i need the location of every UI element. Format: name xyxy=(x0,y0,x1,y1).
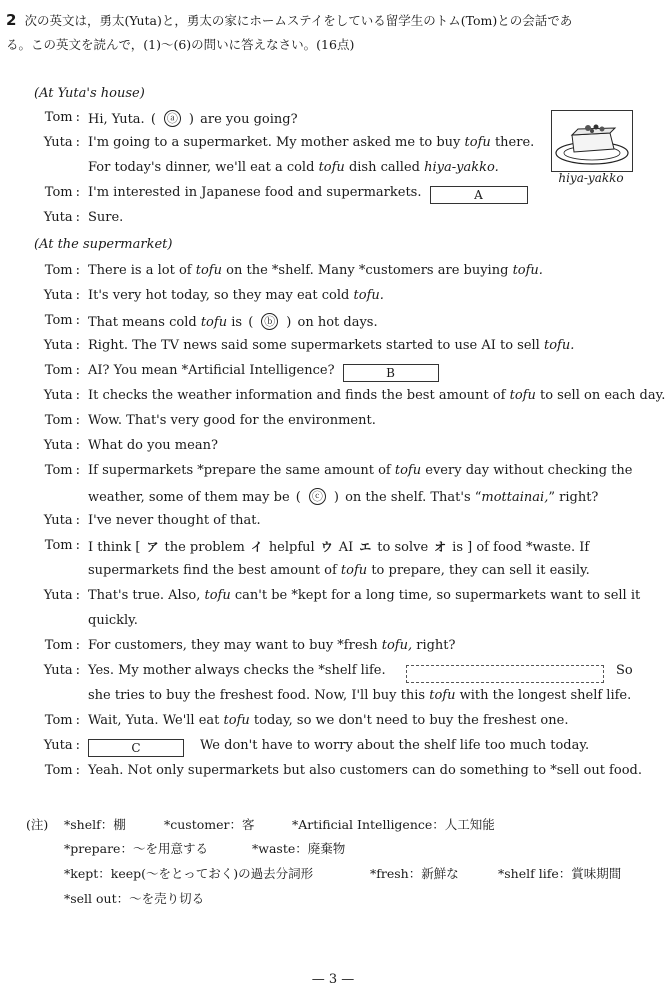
dialogue-line-20: Yuta : C We don't have to worry about the shelf life too much today. xyxy=(36,738,636,763)
note-prepare: *prepare：〜を用意する xyxy=(64,841,208,856)
note-shelf: *shelf：棚 xyxy=(64,817,126,832)
dialogue-line-17: Tom : For customers, they may want to buy *fresh tofu, right? xyxy=(36,638,636,663)
dialogue-line-6: Yuta : It's very hot today, so they may eat cold tofu. xyxy=(36,288,636,313)
note-kept: *kept：keep(〜をとっておく)の過去分詞形 xyxy=(64,866,314,881)
dialogue-line-4: Yuta : Sure. xyxy=(36,210,636,235)
scene-house: (At Yuta's house) xyxy=(34,86,145,101)
dialogue-line-18-so: So xyxy=(616,663,633,678)
dialogue-line-12: Yuta : What do you mean? xyxy=(36,438,636,463)
dialogue-line-5: Tom : There is a lot of tofu on the *shelf. Many *customers are buying tofu. xyxy=(36,263,636,288)
instruction-line-2: る。この英文を読んで，(1)〜(6)の問いに答えなさい。(16点) xyxy=(6,37,355,52)
note-ai: *Artificial Intelligence：人工知能 xyxy=(292,817,495,832)
dialogue-line-13: Tom : If supermarkets *prepare the same amount of tofu every day without checking the xyxy=(36,463,636,488)
dialogue-line-13-cont: weather, some of them may be ( ⓒ ) on the shelf. That's “mottainai,” right? xyxy=(88,490,599,505)
answer-box-dashed xyxy=(406,665,604,683)
question-header xyxy=(6,8,656,57)
dialogue-line-15: Tom : I think [ ア the problem イ helpful ウ AI エ to solve オ is ] of food *waste. If xyxy=(36,538,636,563)
dialogue-line-18: Yuta : Yes. My mother always checks the *shelf life. xyxy=(36,663,636,688)
illustration-caption: hiya-yakko xyxy=(558,171,624,185)
dialogue-line-19: Tom : Wait, Yuta. We'll eat tofu today, so we don't need to buy the freshest one. xyxy=(36,713,636,738)
dialogue-line-1: Tom : Hi, Yuta. ( ⓐ ) are you going? xyxy=(36,110,636,135)
dialogue-line-3: Tom : I'm interested in Japanese food and supermarkets. A xyxy=(36,185,636,210)
dialogue-line-2-cont: For today's dinner, we'll eat a cold tofu dish called hiya-yakko. xyxy=(88,160,499,175)
blank-box-A: A xyxy=(430,186,528,204)
blank-box-B: B xyxy=(343,364,439,382)
question-number: 2 xyxy=(6,11,17,29)
speaker-tom: Tom : xyxy=(36,110,80,125)
dialogue-line-15-cont: supermarkets find the best amount of tofu to prepare, they can sell it easily. xyxy=(88,563,590,578)
blank-a: ⓐ xyxy=(164,110,181,127)
dialogue-line-21: Tom : Yeah. Not only supermarkets but also customers can do something to *sell out food. xyxy=(36,763,636,788)
blank-c: ⓒ xyxy=(309,488,326,505)
dialogue-line-2: Yuta : I'm going to a supermarket. My mother asked me to buy tofu there. xyxy=(36,135,636,160)
scene-supermarket: (At the supermarket) xyxy=(34,237,173,252)
dialogue-line-16: Yuta : That's true. Also, tofu can't be *kept for a long time, so supermarkets want to sell it xyxy=(36,588,636,613)
note-fresh: *fresh：新鮮な xyxy=(370,866,459,881)
note-waste: *waste：廃棄物 xyxy=(252,841,346,856)
blank-b: ⓑ xyxy=(261,313,278,330)
dialogue-line-18-cont: she tries to buy the freshest food. Now, I'll buy this tofu with the longest shelf life. xyxy=(88,688,632,703)
choice-o: オ xyxy=(434,540,447,554)
dialogue-line-14: Yuta : I've never thought of that. xyxy=(36,513,636,538)
choice-a: ア xyxy=(146,540,159,554)
note-shelf-life: *shelf life：賞味期間 xyxy=(498,866,622,881)
dialogue-line-9: Tom : AI? You mean *Artificial Intelligence? B xyxy=(36,363,636,388)
choice-i: イ xyxy=(250,540,263,554)
blank-box-C: C xyxy=(88,739,184,757)
speaker-yuta: Yuta : xyxy=(36,135,80,150)
page-number: — 3 — xyxy=(311,972,355,987)
dialogue-line-11: Tom : Wow. That's very good for the environment. xyxy=(36,413,636,438)
instruction-line-1: 次の英文は，勇太(Yuta)と，勇太の家にホームステイをしている留学生のトム(Tom)との会話であ xyxy=(24,13,573,28)
tofu-plate-illustration xyxy=(551,110,633,172)
dialogue-line-10: Yuta : It checks the weather information and finds the best amount of tofu to sell on each day. xyxy=(36,388,636,413)
dialogue-line-7: Tom : That means cold tofu is ( ⓑ ) on hot days. xyxy=(36,313,636,338)
dialogue-line-16-cont: quickly. xyxy=(88,613,138,628)
note-sell-out: *sell out：〜を売り切る xyxy=(64,891,205,906)
notes-label: (注) xyxy=(26,817,49,832)
choice-e: エ xyxy=(359,540,372,554)
note-customer: *customer：客 xyxy=(164,817,255,832)
choice-u: ウ xyxy=(320,540,333,554)
dialogue-line-8: Yuta : Right. The TV news said some supermarkets started to use AI to sell tofu. xyxy=(36,338,636,363)
